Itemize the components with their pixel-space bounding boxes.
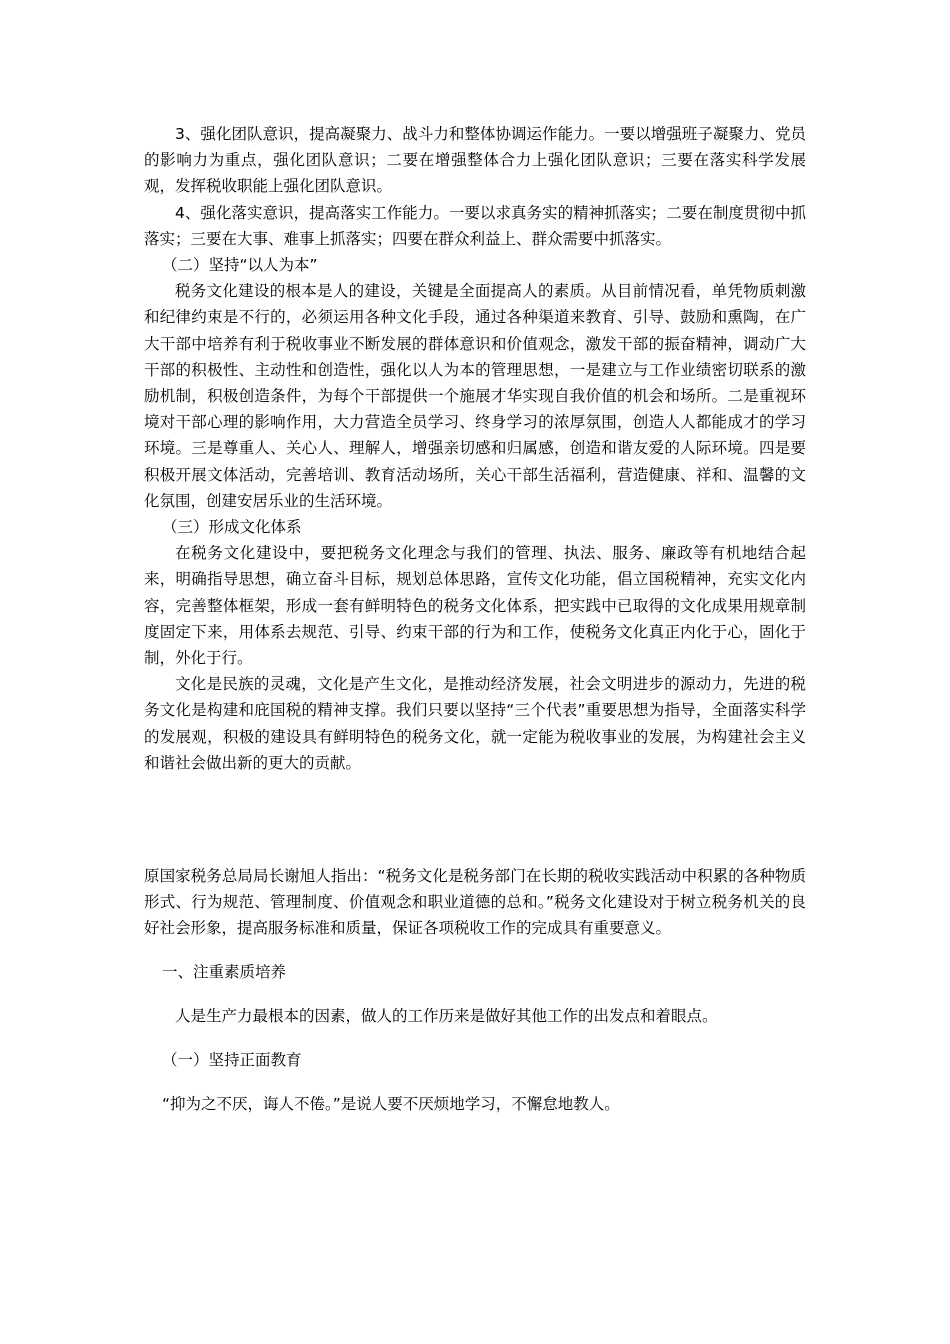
- paragraph-learning-quote: “抑为之不厌，诲人不倦。”是说人要不厌烦地学习，不懈怠地教人。: [162, 1095, 620, 1114]
- paragraph-culture-system: 在税务文化建设中，要把税务文化理念与我们的管理、执法、服务、廉政等有机地结合起来，明确指导思想，确立奋斗目标，规划总体思路，宣传文化功能，倡立国税精神，充实文化内容，完善整体框架，形成一套有鲜明特色的税务文化体系，把实践中已取得的文化成果用规章制度固定下来，用体系去规范、引导、约束干部的行为和工作，使税务文化真正内化于心，固化于制，外化于行。: [144, 544, 806, 668]
- spacer: [144, 942, 806, 959]
- paragraph-conclusion: 文化是民族的灵魂，文化是产生文化，是推动经济发展，社会文明进步的源动力，先进的税务文化是构建和庇国税的精神支撑。我们只要以坚持“三个代表”重要思想为指导，全面落实科学的发展观，积极的建设具有鲜明特色的税务文化，就一定能为税收事业的发展，为构建社会主义和谐社会做出新的更大的贡献。: [144, 675, 806, 772]
- document-body-part1: [144, 121, 806, 776]
- paragraph-intro-quote: 原国家税务总局局长谢旭人指出：“税务文化是税务部门在长期的税收实践活动中积累的各种物质形式、行为规范、管理制度、价值观念和职业道德的总和。”税务文化建设对于树立税务机关的良好社会形象，提高服务标准和质量，保证各项税收工作的完成具有重要意义。: [144, 867, 806, 938]
- spacer: [144, 985, 806, 1003]
- document-body-part2: [144, 863, 806, 1117]
- paragraph-people-productivity: 人是生产力最根本的因素，做人的工作历来是做好其他工作的出发点和着眼点。: [175, 1006, 718, 1025]
- heading-people-oriented: （二）坚持“以人为本”: [162, 256, 318, 275]
- paragraph-implementation-awareness: 4、强化落实意识，提高落实工作能力。一要以求真务实的精神抓落实；二要在制度贯彻中抓落实；三要在大事、难事上抓落实；四要在群众利益上、群众需要中抓落实。: [144, 203, 806, 248]
- paragraph-team-awareness: 3、强化团队意识，提高凝聚力、战斗力和整体协调运作能力。一要以增强班子凝聚力、党员的影响力为重点，强化团队意识；二要在增强整体合力上强化团队意识；三要在落实科学发展观，发挥税收职能上强化团队意识。: [144, 125, 806, 196]
- paragraph-people-oriented: 税务文化建设的根本是人的建设，关键是全面提高人的素质。从目前情况看，单凭物质刺激和纪律约束是不行的，必须运用各种文化手段，通过各种渠道来教育、引导、鼓励和熏陶，在广大干部中培养有利于税收事业不断发展的群体意识和价值观念，激发干部的振奋精神，调动广大干部的积极性、主动性和创造性，强化以人为本的管理思想，一是建立与工作业绩密切联系的激励机制，积极创造条件，为每个干部提供一个施展才华实现自我价值的机会和场所。二是重视环境对干部心理的影响作用，大力营造全员学习、终身学习的浓厚氛围，创造人人都能成才的学习环境。三是尊重人、关心人、理解人，增强亲切感和归属感，创造和谐友爱的人际环境。四是要积极开展文体活动，完善培训、教育活动场所，关心干部生活福利，营造健康、祥和、温馨的文化氛围，创建安居乐业的生活环境。: [144, 282, 806, 510]
- spacer: [144, 1073, 806, 1091]
- heading-culture-system: （三）形成文化体系: [162, 518, 302, 537]
- spacer: [144, 1029, 806, 1047]
- heading-quality-training: 一、注重素质培养: [162, 962, 287, 981]
- heading-positive-education: （一）坚持正面教育: [162, 1051, 302, 1070]
